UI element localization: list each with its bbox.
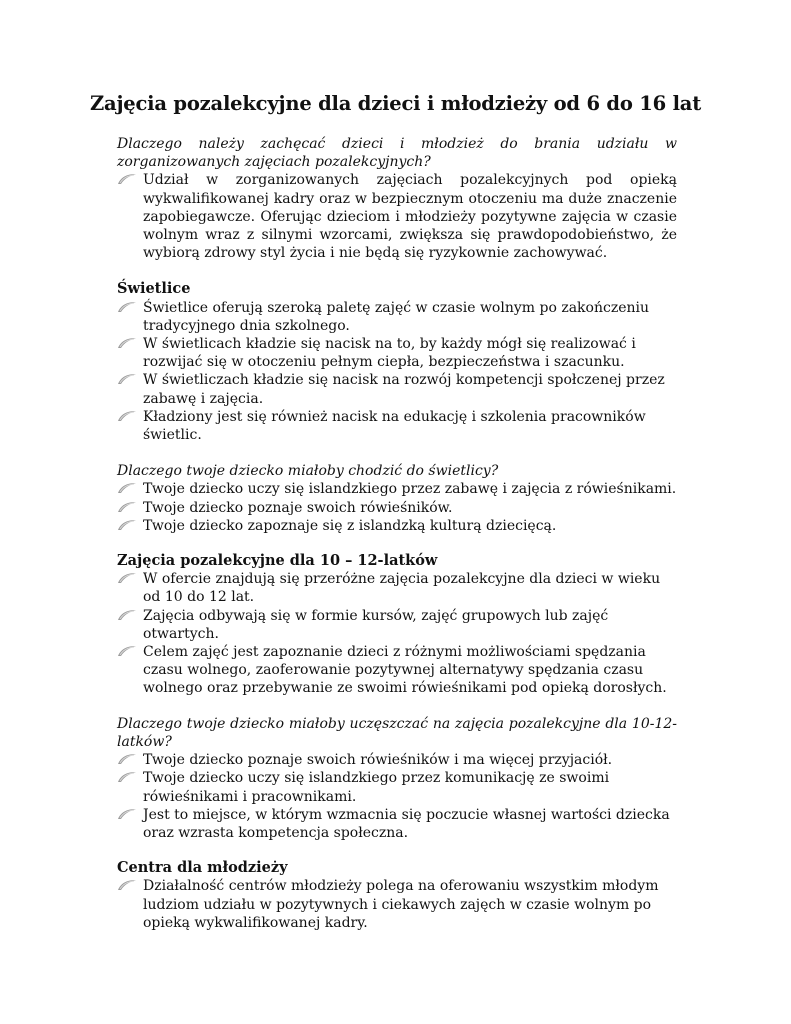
list-item: W świetliczach kładzie się nacisk na rozwój kompetencji społczenej przez zabawę i zajęcia. <box>143 371 677 407</box>
page-title: Zajęcia pozalekcyjne dla dzieci i młodzieży od 6 do 16 lat <box>89 92 702 115</box>
swoosh-bullet-icon <box>117 501 137 513</box>
swoosh-bullet-icon <box>117 301 137 313</box>
swoosh-bullet-icon <box>117 482 137 494</box>
why-10-12-list <box>117 751 677 842</box>
swoosh-bullet-icon <box>117 410 137 422</box>
list-item: Celem zajęć jest zapoznanie dzieci z różnymi możliwościami spędzania czasu wolnego, zaoferowanie pozytywnej alternatywy spędzania czasu wolnego oraz przebywanie ze swoimi rówieśnikami pod opieką dorosłych. <box>143 643 677 698</box>
zajecia-10-12-section <box>117 552 677 698</box>
swoosh-bullet-icon <box>117 808 137 820</box>
why-swietlica-list <box>117 480 677 535</box>
why-10-12-question: Dlaczego twoje dziecko miałoby uczęszczać na zajęcia pozalekcyjne dla 10-12-latków? <box>117 715 677 750</box>
swoosh-bullet-icon <box>117 753 137 765</box>
centra-list <box>117 877 677 932</box>
list-item: Działalność centrów młodzieży polega na oferowaniu wszystkim młodym ludziom udziału w pozytywnych i ciekawych zajęch w czasie wolnym po opieką wykwalifikowanej kadry. <box>143 877 677 932</box>
list-item: Twoje dziecko uczy się islandzkiego przez zabawę i zajęcia z rówieśnikami. <box>143 480 677 498</box>
swietlice-section <box>117 280 677 444</box>
swoosh-bullet-icon <box>117 173 137 185</box>
section-heading: Świetlice <box>117 280 191 298</box>
swoosh-bullet-icon <box>117 337 137 349</box>
list-item: Twoje dziecko zapoznaje się z islandzką kulturą dziecięcą. <box>143 517 677 535</box>
list-item: Kładziony jest się również nacisk na edukację i szkolenia pracowników świetlic. <box>143 408 677 444</box>
list-item: Twoje dziecko uczy się islandzkiego przez komunikację ze swoimi rówieśnikami i pracownikami. <box>143 769 677 805</box>
swoosh-bullet-icon <box>117 572 137 584</box>
list-item: Twoje dziecko poznaje swoich rówieśników i ma więcej przyjaciół. <box>143 751 677 769</box>
list-item: Twoje dziecko poznaje swoich rówieśników. <box>143 499 677 517</box>
why-10-12-section <box>117 715 677 842</box>
swoosh-bullet-icon <box>117 771 137 783</box>
swoosh-bullet-icon <box>117 609 137 621</box>
swoosh-bullet-icon <box>117 879 137 891</box>
list-item: W ofercie znajdują się przeróżne zajęcia pozalekcyjne dla dzieci w wieku od 10 do 12 lat. <box>143 570 677 606</box>
why-swietlica-question: Dlaczego twoje dziecko miałoby chodzić do świetlicy? <box>117 463 499 480</box>
why-swietlica-section <box>117 462 677 535</box>
intro-section <box>117 135 677 262</box>
intro-list <box>117 171 677 262</box>
list-item: Zajęcia odbywają się w formie kursów, zajęć grupowych lub zajęć otwartych. <box>143 607 677 643</box>
section-heading: Centra dla młodzieży <box>117 859 288 877</box>
zajecia-10-12-list <box>117 570 677 697</box>
section-heading: Zajęcia pozalekcyjne dla 10 – 12-latków <box>117 552 438 570</box>
list-item: Jest to miejsce, w którym wzmacnia się poczucie własnej wartości dziecka oraz wzrasta kompetencja społeczna. <box>143 806 677 842</box>
list-item: Świetlice oferują szeroką paletę zajęć w czasie wolnym po zakończeniu tradycyjnego dnia szkolnego. <box>143 299 677 335</box>
centra-section <box>117 859 677 932</box>
swietlice-list <box>117 299 677 445</box>
document-body <box>117 135 677 932</box>
swoosh-bullet-icon <box>117 645 137 657</box>
intro-question: Dlaczego należy zachęcać dzieci i młodzież do brania udziału w zorganizowanych zajęciach pozalekcyjnych? <box>117 136 677 171</box>
swoosh-bullet-icon <box>117 373 137 385</box>
swoosh-bullet-icon <box>117 519 137 531</box>
list-item: W świetlicach kładzie się nacisk na to, by każdy mógł się realizować i rozwijać się w otoczeniu pełnym ciepła, bezpieczeństwa i szacunku. <box>143 335 677 371</box>
list-item: Udział w zorganizowanych zajęciach pozalekcyjnych pod opieką wykwalifikowanej kadry oraz w bezpiecznym otoczeniu ma duże znaczenie zapobiegawcze. Oferując dzieciom i młodzieży pozytywne zajęcia w czasie wolnym wraz z silnymi wzorcami, zwiększa się prawdopodobieństwo, że wybiorą zdrowy styl życia i nie będą się ryzykownie zachowywać. <box>143 171 677 262</box>
